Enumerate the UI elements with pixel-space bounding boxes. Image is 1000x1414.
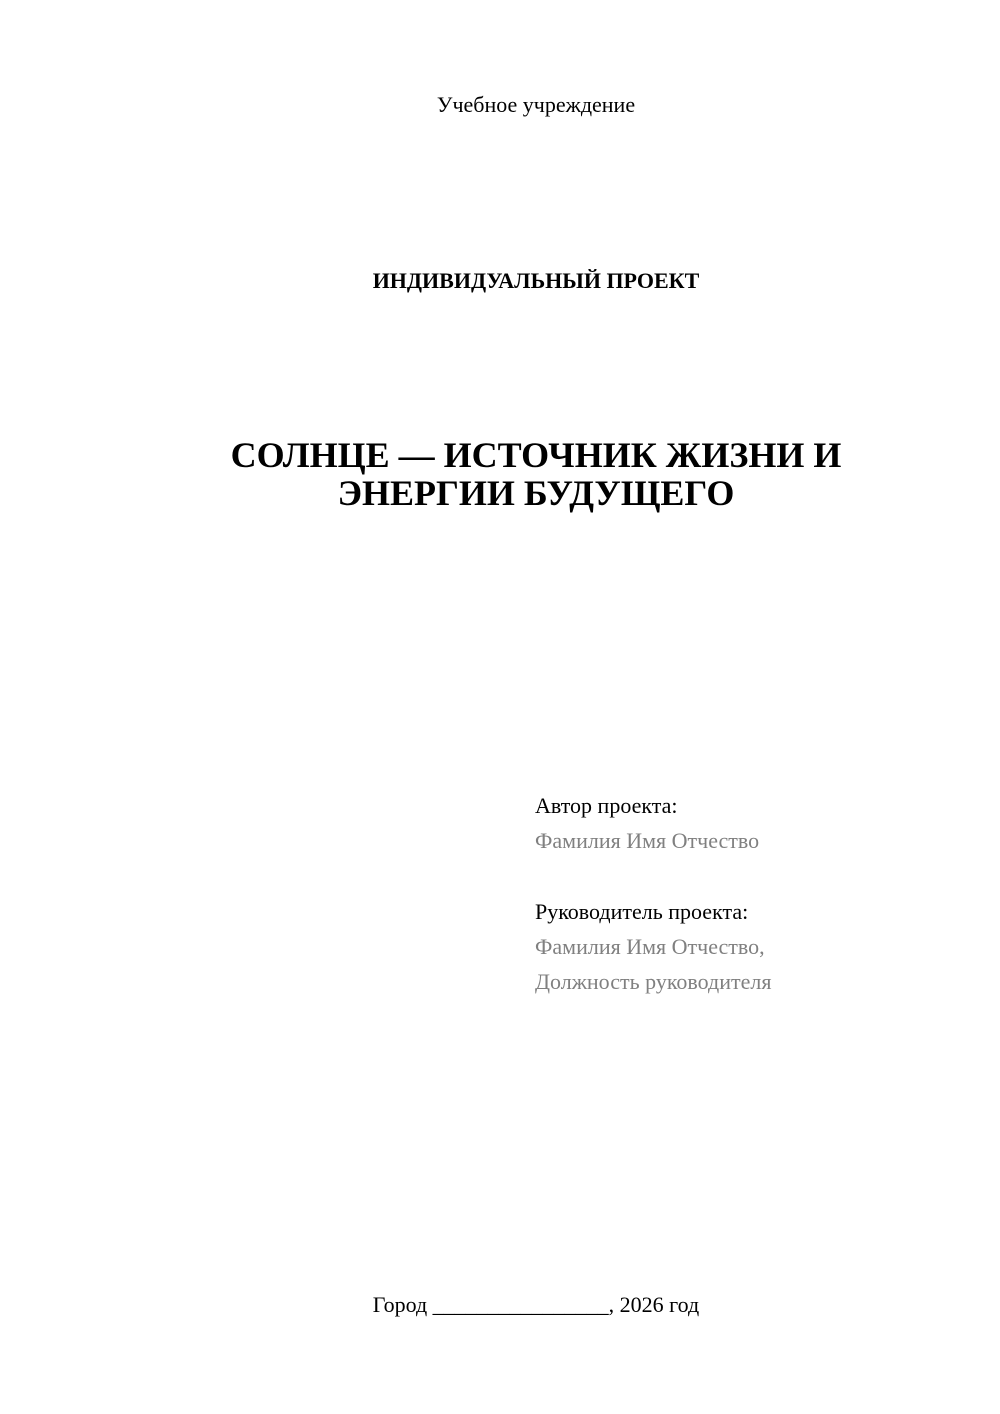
supervisor-position: Должность руководителя — [535, 969, 772, 994]
institution-name: Учебное учреждение — [436, 92, 636, 117]
author-label: Автор проекта: — [535, 793, 678, 818]
project-title-line-1: СОЛНЦЕ — ИСТОЧНИК ЖИЗНИ И — [230, 435, 842, 475]
project-title-line-2: ЭНЕРГИИ БУДУЩЕГО — [337, 473, 735, 513]
author-name: Фамилия Имя Отчество — [535, 828, 760, 853]
credits-spacer — [535, 858, 975, 894]
city-year-line: Город ________________, 2026 год — [372, 1292, 700, 1317]
supervisor-name: Фамилия Имя Отчество, — [535, 934, 765, 959]
credits-block — [535, 788, 975, 999]
supervisor-label: Руководитель проекта: — [535, 899, 749, 924]
document-type: ИНДИВИДУАЛЬНЫЙ ПРОЕКТ — [372, 268, 700, 293]
project-title — [0, 436, 1000, 512]
